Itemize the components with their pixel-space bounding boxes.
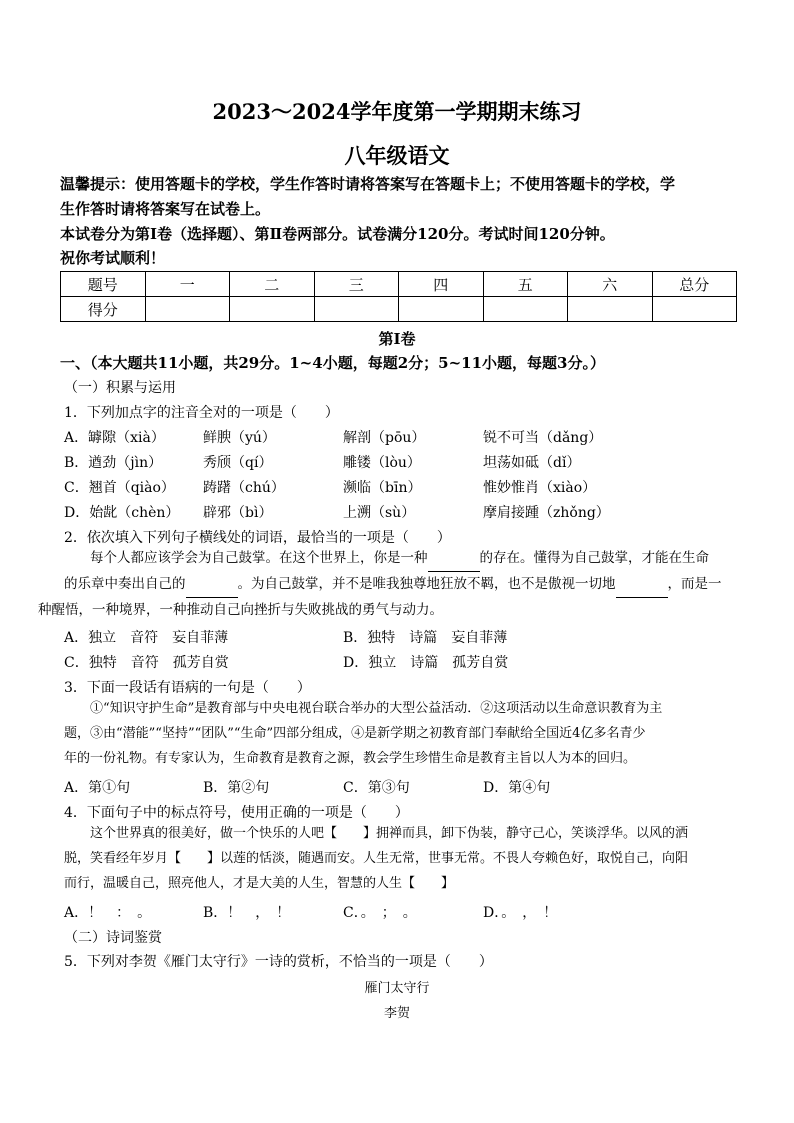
q3-option-b[interactable]: B．第②句 bbox=[203, 780, 270, 796]
q3-option-d[interactable]: D．第④句 bbox=[483, 780, 551, 796]
q2-option-b[interactable]: B．独特 诗篇 妄自菲薄 bbox=[343, 630, 508, 646]
q4-option-a[interactable]: A．！ ： 。 bbox=[64, 905, 152, 921]
q2-option-a[interactable]: A．独立 音符 妄自菲薄 bbox=[64, 630, 229, 646]
poem-title: 雁门太守行 bbox=[364, 981, 430, 996]
q3-passage-text: 年的一份礼物。有专家认为，生命教育是教育之源，教会学生珍惜生命是教育主旨以人为本的回归。 bbox=[64, 751, 637, 766]
q2-option-c[interactable]: C．独特 音符 孤芳自赏 bbox=[64, 655, 229, 671]
q2-passage bbox=[38, 546, 732, 623]
score-header-cell: 一 bbox=[145, 272, 230, 297]
q4-passage-text: 而行，温暖自己，照亮他人，才是大美的人生，智慧的人生【 】 bbox=[64, 876, 455, 891]
q4-passage-text: 脱，笑看经年岁月【 】以莲的恬淡，随遇而安。人生无常，世事无常。不畏人夸赖色好，取悦自己，向阳 bbox=[64, 851, 689, 866]
q2-passage-text: 的存在。懂得为自己鼓掌，才能在生命 bbox=[479, 550, 709, 566]
q2-option-d[interactable]: D．独立 诗篇 孤芳自赏 bbox=[343, 655, 509, 671]
exam-title: 2023～2024学年度第一学期期末练习 bbox=[212, 99, 582, 124]
score-cell[interactable] bbox=[652, 297, 737, 322]
q3-passage-text: 题，③由“潜能”“坚持”“团队”“生命”四部分组成，④是新学期之初教育部门奉献给全国近4亿多名青少 bbox=[64, 726, 646, 741]
score-cell[interactable] bbox=[399, 297, 484, 322]
score-cell[interactable] bbox=[230, 297, 315, 322]
score-header-cell: 总分 bbox=[652, 272, 737, 297]
q1-option-a[interactable]: A．罅隙（xià） bbox=[64, 430, 165, 446]
q1-option-a-word: 解剖（pōu） bbox=[343, 430, 426, 446]
q1-option-a-word: 鲜腴（yú） bbox=[203, 430, 276, 446]
subsection-2-heading: （二）诗词鉴赏 bbox=[64, 930, 162, 946]
score-cell[interactable] bbox=[145, 297, 230, 322]
q3-passage-text: ①“知识守护生命”是教育部与中央电视台联合举办的大型公益活动．②这项活动以生命意识教育为主 bbox=[90, 701, 663, 716]
q4-option-c[interactable]: C．。 ； 。 bbox=[343, 905, 417, 921]
q4-passage bbox=[64, 821, 732, 896]
score-cell[interactable] bbox=[568, 297, 653, 322]
q1-option-c-word: 踌躇（chú） bbox=[203, 480, 285, 496]
score-row-label: 得分 bbox=[61, 297, 146, 322]
score-header-cell: 六 bbox=[568, 272, 653, 297]
score-header-cell: 四 bbox=[399, 272, 484, 297]
exam-subtitle: 八年级语文 bbox=[344, 143, 450, 168]
q2-passage-text: 每个人都应该学会为自己鼓掌。在这个世界上，你是一种 bbox=[90, 550, 428, 566]
score-header-cell: 题号 bbox=[61, 272, 146, 297]
q4-stem: 4．下面句子中的标点符号，使用正确的一项是（ ） bbox=[64, 805, 409, 821]
q2-passage-text: 种醒悟，一种境界，一种推动自己向挫折与失败挑战的勇气与动力。 bbox=[38, 602, 443, 618]
q2-blank-2 bbox=[186, 572, 238, 598]
q1-option-d-word: 上溯（sù） bbox=[343, 505, 416, 521]
q2-passage-text: 。为自己鼓掌，并不是唯我独尊地狂放不羁，也不是傲视一切地 bbox=[237, 576, 616, 592]
q2-passage-text: 的乐章中奏出自己的 bbox=[64, 576, 186, 592]
exam-info: 本试卷分为第Ⅰ卷（选择题）、第Ⅱ卷两部分。试卷满分120分。考试时间120分钟。 bbox=[60, 225, 615, 243]
volume-title: 第Ⅰ卷 bbox=[378, 330, 416, 348]
score-header-cell: 二 bbox=[230, 272, 315, 297]
score-table-header-row bbox=[61, 272, 737, 297]
q2-blank-3 bbox=[616, 572, 668, 598]
q2-passage-text: ，而是一 bbox=[667, 576, 722, 592]
q1-option-c-word: 濒临（bīn） bbox=[343, 480, 422, 496]
poem-author: 李贺 bbox=[383, 1006, 410, 1021]
q3-option-a[interactable]: A．第①句 bbox=[64, 780, 131, 796]
q3-option-c[interactable]: C．第③句 bbox=[343, 780, 410, 796]
score-cell[interactable] bbox=[483, 297, 568, 322]
q5-stem: 5．下列对李贺《雁门太守行》一诗的赏析，不恰当的一项是（ ） bbox=[64, 954, 493, 970]
q4-option-b[interactable]: B．！ ， ！ bbox=[203, 905, 291, 921]
q1-option-d-word: 辟邪（bì） bbox=[203, 505, 273, 521]
q3-stem: 3．下面一段话有语病的一句是（ ） bbox=[64, 680, 311, 696]
tip-line-1: 温馨提示：使用答题卡的学校，学生作答时请将答案写在答题卡上；不使用答题卡的学校，学 bbox=[60, 175, 676, 193]
score-header-cell: 五 bbox=[483, 272, 568, 297]
q1-option-b-word: 雕镂（lòu） bbox=[343, 455, 421, 471]
q1-option-d-word: 摩肩接踵（zhǒng） bbox=[483, 505, 610, 521]
q2-stem: 2．依次填入下列句子横线处的词语，最恰当的一项是（ ） bbox=[64, 530, 451, 546]
q1-option-c-word: 惟妙惟肖（xiào） bbox=[483, 480, 597, 496]
q4-passage-text: 这个世界真的很美好，做一个快乐的人吧【 】拥禅而具，卸下伪装，静守己心，笑谈浮华。以风的洒 bbox=[90, 826, 689, 841]
score-cell[interactable] bbox=[314, 297, 399, 322]
q4-option-d[interactable]: D．。 ， ！ bbox=[483, 905, 558, 921]
section-1-heading: 一、（本大题共11小题，共29分。1~4小题，每题2分；5~11小题，每题3分。） bbox=[60, 354, 605, 372]
q2-blank-1 bbox=[428, 546, 480, 572]
q1-option-a-word: 锐不可当（dǎng） bbox=[483, 430, 603, 446]
q1-option-b[interactable]: B．遒劲（jìn） bbox=[64, 455, 163, 471]
tip-line-2: 生作答时请将答案写在试卷上。 bbox=[60, 200, 271, 218]
score-table bbox=[60, 271, 737, 322]
q1-option-b-word: 秀颀（qí） bbox=[203, 455, 273, 471]
score-table-score-row bbox=[61, 297, 737, 322]
q3-passage bbox=[64, 696, 732, 771]
exam-wish: 祝你考试顺利！ bbox=[60, 249, 166, 267]
score-header-cell: 三 bbox=[314, 272, 399, 297]
q1-option-c[interactable]: C．翘首（qiào） bbox=[64, 480, 175, 496]
q1-option-d[interactable]: D．始龀（chèn） bbox=[64, 505, 180, 521]
subsection-1-heading: （一）积累与运用 bbox=[64, 380, 176, 396]
q1-stem: 1．下列加点字的注音全对的一项是（ ） bbox=[64, 405, 339, 421]
q1-option-b-word: 坦荡如砥（dǐ） bbox=[483, 455, 581, 471]
